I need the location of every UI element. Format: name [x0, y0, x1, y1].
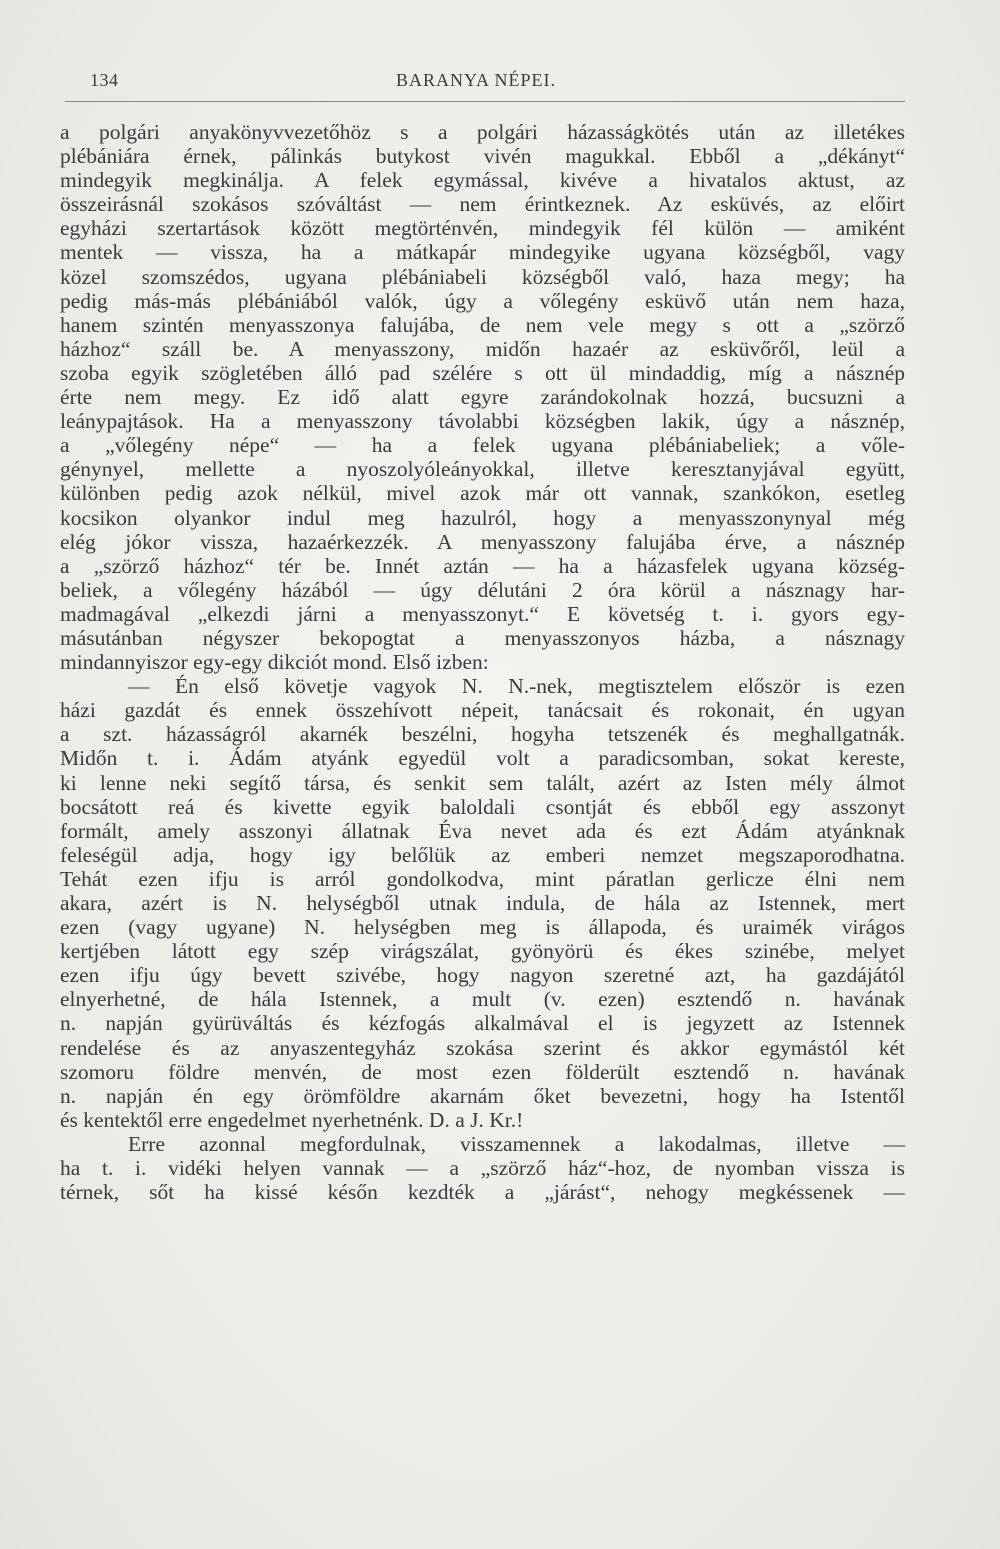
- text-line: a polgári anyakönyvvezetőhöz s a polgári házasságkötés után az illetékes: [60, 120, 905, 144]
- text-line: ezen (vagy ugyane) N. helységben meg is állapoda, és uraimék virágos: [60, 915, 905, 940]
- text-line: különben pedig azok nélkül, mivel azok már ott vannak, szankókon, esetleg: [60, 481, 905, 506]
- text-line: érte nem megy. Ez idő alatt egyre zarándokolnak hozzá, bucsuzni a: [60, 385, 905, 410]
- text-line: akara, azért is N. helységből utnak indula, de hála az Istennek, mert: [60, 891, 905, 915]
- text-line: a „szörző házhoz“ tér be. Innét aztán — ha a házasfelek ugyana község-: [60, 553, 905, 578]
- text-line: n. napján gyürüváltás és kézfogás alkalmával el is jegyzett az Istennek: [60, 1011, 905, 1036]
- text-line: plébániára érnek, pálinkás butykost vivén magukkal. Ebből a „dékányt“: [60, 144, 905, 169]
- text-line: mentek — vissza, ha a mátkapár mindegyike ugyana községből, vagy: [60, 240, 905, 265]
- text-line: házi gazdát és ennek összehívott népeit, tanácsait és rokonait, én ugyan: [60, 698, 905, 723]
- header-rule: [65, 101, 905, 102]
- text-line: pedig más-más plébániából valók, úgy a vőlegény esküvő után nem haza,: [60, 288, 905, 313]
- text-line: elég jókor vissza, hazaérkezzék. A menyasszony falujába érve, a násznép: [60, 529, 905, 554]
- text-line: Midőn t. i. Ádám atyánk egyedül volt a paradicsomban, sokat kereste,: [60, 746, 905, 771]
- text-line: közel szomszédos, ugyana plébániabeli községből való, haza megy; ha: [60, 264, 905, 289]
- text-line: génynyel, mellette a nyoszolyóleányokkal, illetve keresztanyjával együtt,: [60, 457, 905, 482]
- page-number: 134: [90, 70, 119, 90]
- text-line: n. napján én egy örömföldre akarnám őket bevezetni, hogy ha Istentől: [60, 1083, 905, 1108]
- text-line: a „vőlegény népe“ — ha a felek ugyana plébániabeliek; a vőle-: [60, 433, 905, 458]
- page-header: [60, 64, 910, 96]
- text-line: házhoz“ száll be. A menyasszony, midőn hazaér az esküvőről, leül a: [60, 336, 905, 361]
- text-line: ha t. i. vidéki helyen vannak — a „szörző ház“-hoz, de nyomban vissza is: [60, 1156, 905, 1181]
- running-title: BARANYA NÉPEI.: [396, 70, 557, 90]
- text-line: bocsátott reá és kivette egyik baloldali csontját és ebből egy asszonyt: [60, 794, 905, 819]
- text-line: feleségül adja, hogy igy belőlük az emberi nemzet megszaporodhatna.: [60, 842, 905, 867]
- text-line: ezen ifju úgy bevett szivébe, hogy nagyon szeretné azt, ha gazdájától: [60, 963, 905, 988]
- body-text: [60, 120, 905, 1204]
- text-line: Erre azonnal megfordulnak, visszamennek a lakodalmas, illetve —: [128, 1131, 905, 1156]
- text-line: és kentektől erre engedelmet nyerhetnénk. D. a J. Kr.!: [60, 1107, 524, 1132]
- text-line: mindannyiszor egy-egy dikciót mond. Első izben:: [60, 650, 489, 675]
- text-line: szomoru földre menvén, de most ezen földerült esztendő n. havának: [60, 1059, 905, 1084]
- text-line: kertjében látott egy szép virágszálat, gyönyörü és ékes szinébe, melyet: [60, 939, 905, 964]
- text-line: ki lenne neki segítő társa, és senkit sem talált, azért az Isten mély álmot: [60, 770, 905, 795]
- text-line: térnek, sőt ha kissé későn kezdték a „járást“, nehogy megkéssenek —: [60, 1180, 905, 1205]
- text-line: rendelése és az anyaszentegyház szokása szerint és akkor egymástól két: [60, 1035, 905, 1060]
- text-line: hanem szintén menyasszonya falujába, de nem vele megy s ott a „szörző: [60, 312, 905, 337]
- text-line: összeirásnál szokásos szóváltást — nem érintkeznek. Az esküvés, az előirt: [60, 192, 905, 217]
- text-line: egyházi szertartások között megtörténvén, mindegyik fél külön — amiként: [60, 216, 905, 241]
- text-line: elnyerhetné, de hála Istennek, a mult (v. ezen) esztendő n. havának: [60, 987, 905, 1012]
- text-line: a szt. házasságról akarnék beszélni, hogyha tetszenék és meghallgatnák.: [60, 722, 905, 747]
- text-line: másutánban négyszer bekopogtat a menyasszonyos házba, a násznagy: [60, 625, 905, 650]
- text-line: szoba egyik szögletében álló pad szélére s ott ül mindaddig, míg a násznép: [60, 360, 905, 385]
- text-line: leánypajtások. Ha a menyasszony távolabbi községben lakik, úgy a násznép,: [60, 409, 905, 434]
- text-line: beliek, a vőlegény házából — úgy délutáni 2 óra körül a násznagy har-: [60, 577, 905, 602]
- text-line: mindegyik megkinálja. A felek egymással, kivéve a hivatalos aktust, az: [60, 168, 905, 193]
- text-line: — Én első követje vagyok N. N.-nek, megtisztelem először is ezen: [128, 674, 905, 699]
- text-line: kocsikon olyankor indul meg hazulról, hogy a menyasszonynyal még: [60, 505, 905, 530]
- text-line: madmagával „elkezdi járni a menyasszonyt.“ E követség t. i. gyors egy-: [60, 601, 905, 626]
- text-line: formált, amely asszonyi állatnak Éva nevet ada és ezt Ádám atyánknak: [60, 818, 905, 843]
- text-line: Tehát ezen ifju is arról gondolkodva, mint páratlan gerlicze élni nem: [60, 866, 905, 891]
